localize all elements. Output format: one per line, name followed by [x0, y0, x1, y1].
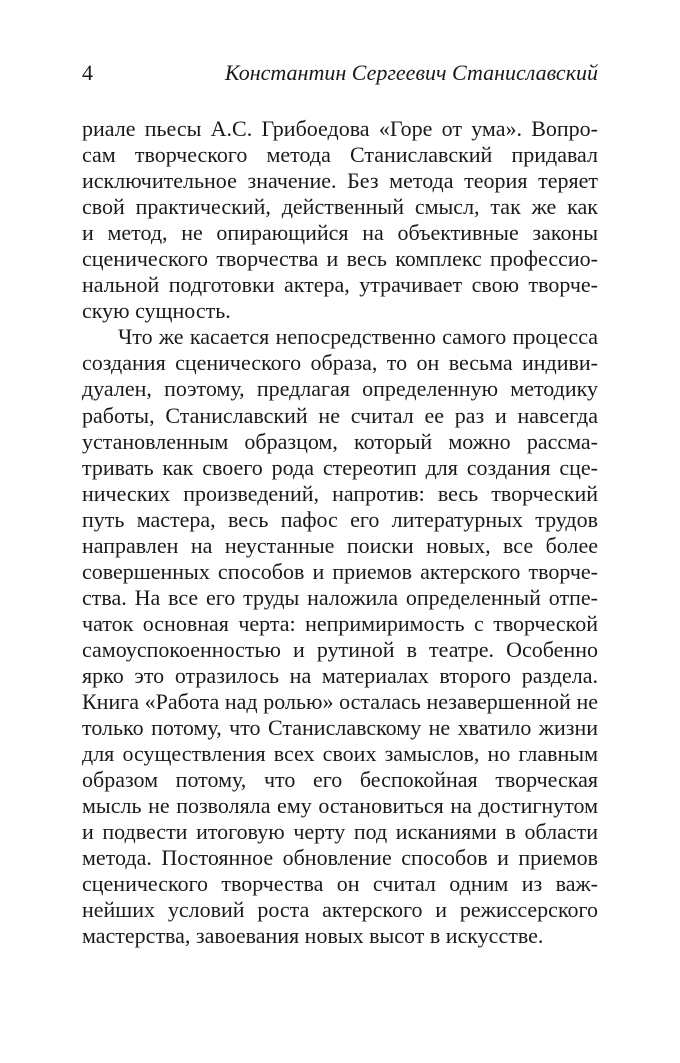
text-line: свой практический, действенный смысл, так же как	[82, 194, 598, 220]
text-line: Что же касается непосредственно самого процесса	[118, 324, 598, 350]
text-line: тривать как своего рода стереотип для создания сце-	[82, 454, 598, 480]
text-line: создания сценического образа, то он весьма индиви-	[82, 350, 598, 376]
text-line: риале пьесы А.С. Грибоедова «Горе от ума». Вопро-	[82, 116, 598, 141]
text-line: мысль не позволяла ему остановиться на достигнутом	[82, 793, 598, 819]
text-line: направлен на неустанные поиски новых, все более	[82, 532, 598, 558]
text-line: ярко это отразилось на материалах второго раздела.	[82, 662, 598, 688]
running-title: Константин Сергеевич Станиславский	[224, 60, 598, 85]
text-line: нических произведений, напротив: весь творческий	[82, 480, 598, 506]
text-line: и метод, не опирающийся на объективные законы	[82, 220, 598, 246]
paragraph-1	[82, 116, 598, 324]
text-line: сам творческого метода Станиславский придавал	[82, 142, 598, 168]
text-line: работы, Станиславский не считал ее раз и навсегда	[82, 402, 598, 428]
text-line: для осуществления всех своих замыслов, но главным	[82, 741, 598, 767]
page-number: 4	[82, 60, 93, 85]
body-text	[82, 116, 598, 950]
text-line: метода. Постоянное обновление способов и приемов	[82, 845, 598, 871]
text-line: только потому, что Станиславскому не хватило жизни	[82, 715, 598, 741]
text-line: самоуспокоенностью и рутиной в театре. Особенно	[82, 636, 598, 662]
text-line: совершенных способов и приемов актерского творче-	[82, 558, 598, 584]
text-line: и подвести итоговую черту под исканиями в области	[82, 819, 598, 845]
text-line: ства. На все его труды наложила определенный отпе-	[82, 584, 598, 610]
text-line: мастерства, завоевания новых высот в искусстве.	[82, 923, 544, 949]
text-line: нальной подготовки актера, утрачивает свою творче-	[82, 272, 598, 298]
text-line: чаток основная черта: непримиримость с творческой	[82, 610, 598, 636]
text-line: путь мастера, весь пафос его литературных трудов	[82, 506, 598, 532]
text-line: сценического творчества и весь комплекс профессио-	[82, 246, 598, 272]
paragraph-2	[82, 324, 598, 949]
text-line: исключительное значение. Без метода теория теряет	[82, 168, 598, 194]
text-line: нейших условий роста актерского и режиссерского	[82, 897, 598, 923]
running-head	[82, 58, 598, 88]
text-line: образом потому, что его беспокойная творческая	[82, 767, 598, 793]
text-line: сценического творчества он считал одним из важ-	[82, 871, 598, 897]
text-line: дуален, поэтому, предлагая определенную методику	[82, 376, 598, 402]
text-line: Книга «Работа над ролью» осталась незавершенной не	[82, 689, 598, 715]
text-line: установленным образцом, который можно рассма-	[82, 428, 598, 454]
text-line: скую сущность.	[82, 298, 231, 324]
